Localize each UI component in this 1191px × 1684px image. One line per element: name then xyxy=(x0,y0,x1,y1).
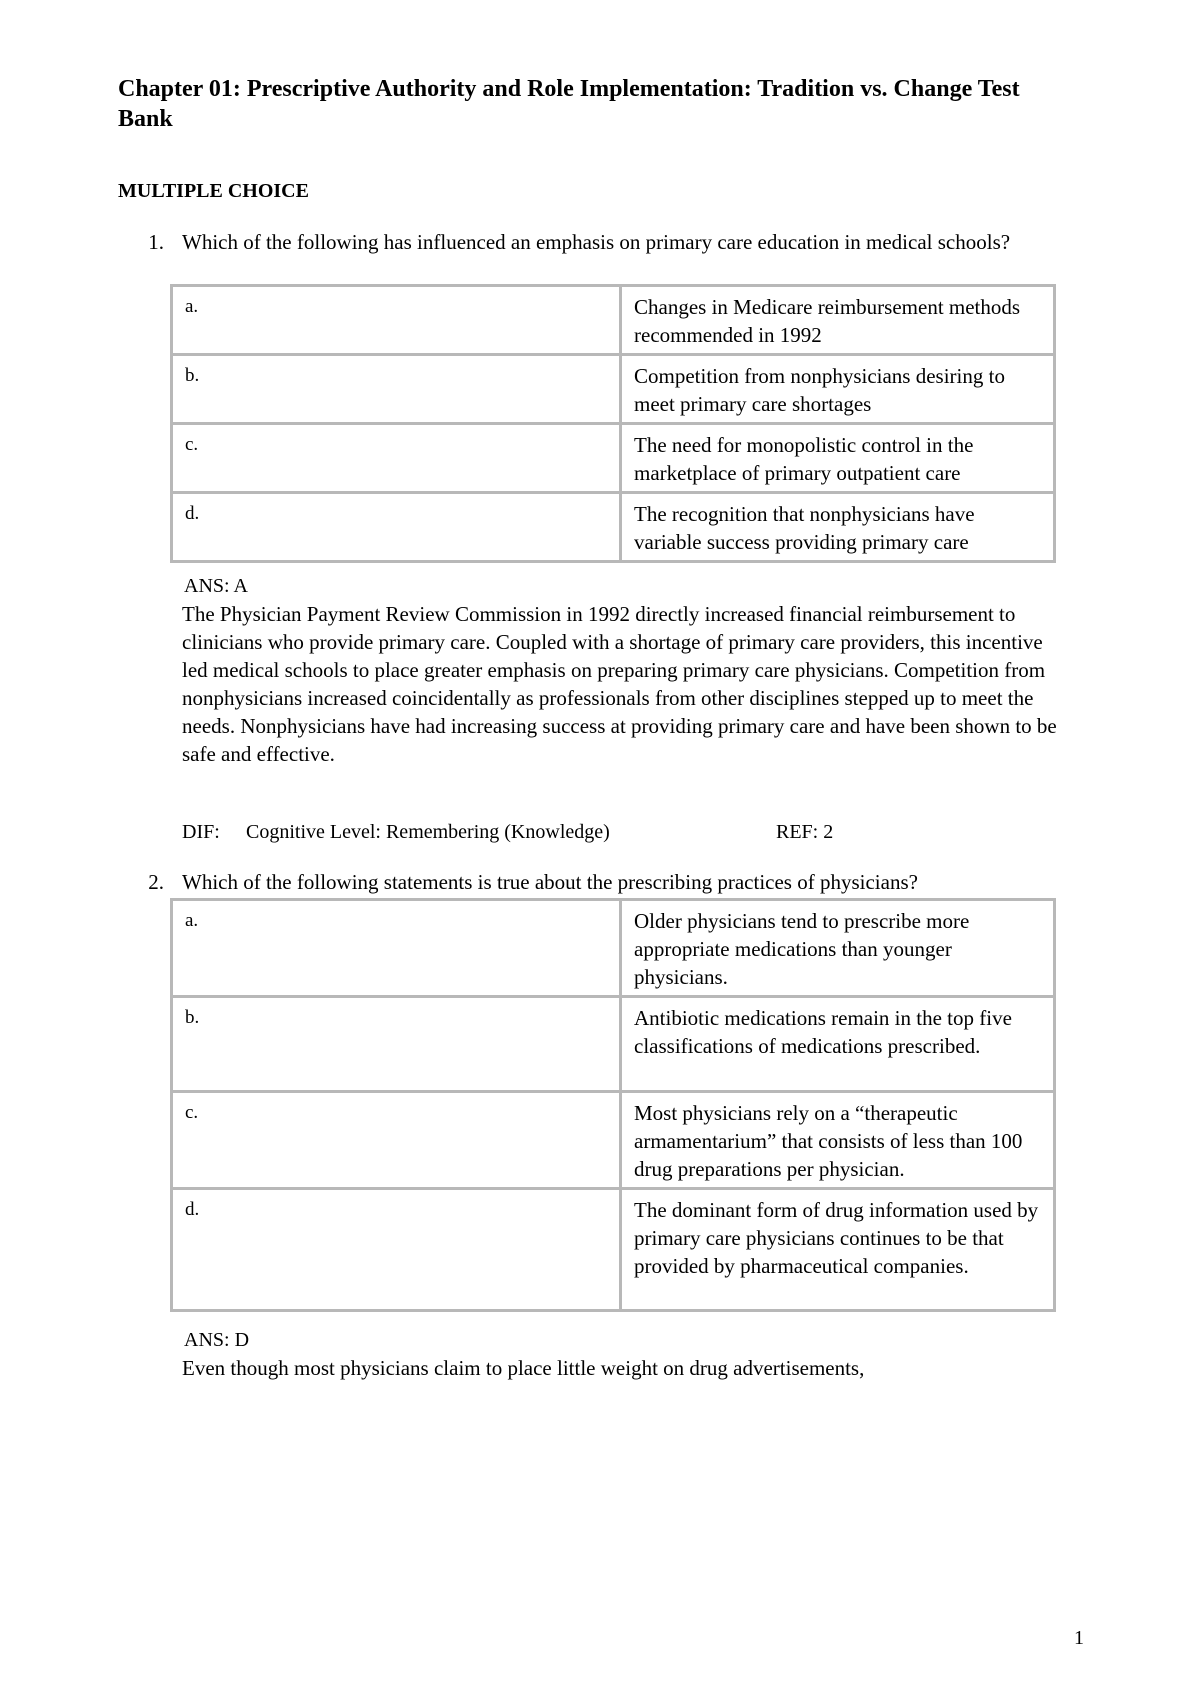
question-number: 1. xyxy=(148,230,164,254)
choice-text: Older physicians tend to prescribe more appropriate medications than younger physicians. xyxy=(621,900,1055,997)
choice-text: Competition from nonphysicians desiring to meet primary care shortages xyxy=(621,355,1055,424)
answer-rationale: The Physician Payment Review Commission in 1992 directly increased financial reimbursement to clinicians who provide primary care. Coupled with a shortage of primary care providers, this incentive led medical schools to place greater emphasis on preparing primary care physicians. Competition from nonphysicians increased coincidentally as professionals from other disciplines stepped up to meet the needs. Nonphysicians have had increasing success at providing primary care and have been shown to be safe and effective. xyxy=(182,602,1057,766)
choice-letter: c. xyxy=(172,1092,621,1189)
page-title: Chapter 01: Prescriptive Authority and Role Implementation: Tradition vs. Change Test Bank xyxy=(118,76,1020,132)
choice-letter: b. xyxy=(172,997,621,1092)
choice-text: Antibiotic medications remain in the top five classifications of medications prescribed. xyxy=(621,997,1055,1092)
ref-label: REF: 2 xyxy=(776,821,834,843)
choice-letter: a. xyxy=(172,900,621,997)
page-number: 1 xyxy=(1074,1627,1084,1649)
choice-row xyxy=(172,424,1055,493)
choice-text: The recognition that nonphysicians have variable success providing primary care xyxy=(621,493,1055,562)
question-text: Which of the following statements is true about the prescribing practices of physicians? xyxy=(182,870,918,894)
choice-letter: a. xyxy=(172,286,621,355)
choices-table xyxy=(170,898,1056,1312)
choice-letter: d. xyxy=(172,1189,621,1311)
cognitive-level: Cognitive Level: Remembering (Knowledge) xyxy=(246,821,610,843)
choice-row xyxy=(172,997,1055,1092)
choice-text: The dominant form of drug information used by primary care physicians continues to be that provided by pharmaceutical companies. xyxy=(621,1189,1055,1311)
dif-label: DIF: xyxy=(182,821,220,843)
choice-text: Most physicians rely on a “therapeutic armamentarium” that consists of less than 100 drug preparations per physician. xyxy=(621,1092,1055,1189)
answer-key: ANS: A xyxy=(184,575,248,597)
answer-key: ANS: D xyxy=(184,1329,250,1351)
section-heading: MULTIPLE CHOICE xyxy=(118,180,309,202)
choice-row xyxy=(172,900,1055,997)
choice-row xyxy=(172,286,1055,355)
answer-rationale: Even though most physicians claim to place little weight on drug advertisements, xyxy=(182,1356,865,1380)
choices-table xyxy=(170,284,1056,563)
choice-text: The need for monopolistic control in the marketplace of primary outpatient care xyxy=(621,424,1055,493)
choice-letter: d. xyxy=(172,493,621,562)
question-text: Which of the following has influenced an emphasis on primary care education in medical schools? xyxy=(182,230,1011,254)
question-number: 2. xyxy=(148,870,164,894)
choice-letter: b. xyxy=(172,355,621,424)
question-metadata xyxy=(182,818,833,846)
choice-letter: c. xyxy=(172,424,621,493)
choice-row xyxy=(172,1092,1055,1189)
choice-text: Changes in Medicare reimbursement methods recommended in 1992 xyxy=(621,286,1055,355)
choice-row xyxy=(172,493,1055,562)
choice-row xyxy=(172,1189,1055,1311)
choice-row xyxy=(172,355,1055,424)
